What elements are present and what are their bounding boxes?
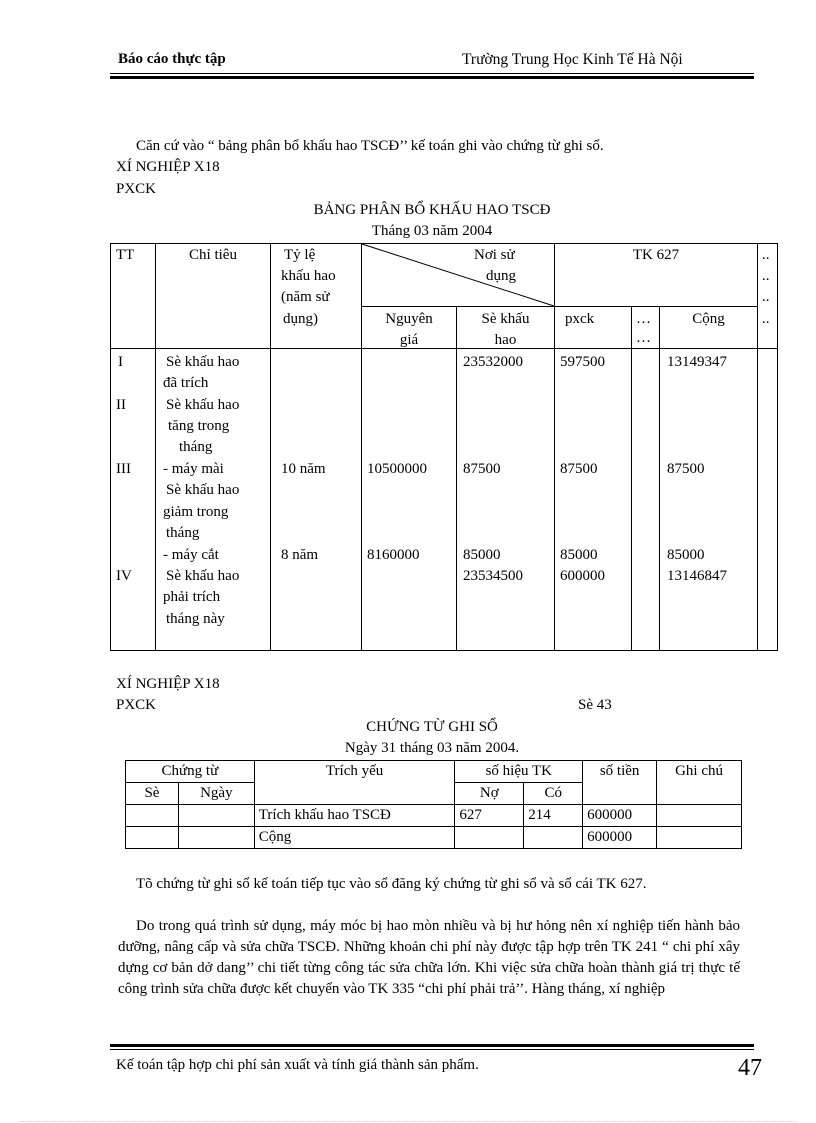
table1-header-tk627: TK 627 xyxy=(632,247,680,263)
table2-header-ngay: Ngày xyxy=(178,783,254,805)
document-number: Sè 43 xyxy=(578,697,612,713)
table1-header-cong: Cộng xyxy=(692,311,725,327)
table2-header-row-1 xyxy=(126,761,742,783)
table2-row1-co: 214 xyxy=(524,805,583,827)
table1-header-edge-2: .. xyxy=(762,268,770,284)
table2-header-chungtu: Chứng từ xyxy=(126,761,255,783)
table1-cong-row1: 13149347 xyxy=(667,354,727,370)
table1-tt-3: III xyxy=(116,461,131,477)
department-1: PXCK xyxy=(116,181,157,197)
table2-row2-co xyxy=(524,827,583,849)
table1-chitieu-line-10: - máy cắt xyxy=(163,547,219,563)
table1-chitieu-line-4: tăng trong xyxy=(168,418,230,434)
table1-header-edge-3: .. xyxy=(762,289,770,305)
table1-sokhauhao-maycat: 85000 xyxy=(463,547,501,563)
table1-header-tyle-3: (năm sử xyxy=(281,289,330,305)
table1-header-edge-4: .. xyxy=(762,311,770,327)
table1-subtitle: Tháng 03 năm 2004 xyxy=(371,223,493,239)
table1-pxck-maymai: 87500 xyxy=(560,461,598,477)
table1-tt-1: I xyxy=(118,354,123,370)
table1-header-sokhauhao-1: Sè khấu xyxy=(481,311,530,327)
table2-row2-no xyxy=(455,827,524,849)
table1-nguyengia-maycat: 8160000 xyxy=(367,547,420,563)
table1-tyle-maymai: 10 năm xyxy=(281,461,326,477)
department-2: PXCK xyxy=(116,697,157,713)
table1-sokhauhao-maymai: 87500 xyxy=(463,461,501,477)
table1-tt-4: IV xyxy=(116,568,132,584)
table1-header-pxck: pxck xyxy=(565,311,595,327)
table2-row1-trichyeu: Trích khấu hao TSCĐ xyxy=(254,805,455,827)
table1-chitieu-line-7: Sè khấu hao xyxy=(166,482,240,498)
table1-chitieu-line-13: tháng này xyxy=(166,611,225,627)
paragraph-2: Do trong quá trình sử dụng, máy móc bị hao mòn nhiều và bị hư hỏng nên xí nghiệp tiến hành bảo dưỡng, nâng cấp và sửa chữa TSCĐ. Những khoản chi phí này được tập hợp trên TK 241 “ chi phí xây dựng cơ bản dở dang’’ chi tiết từng công tác sửa chữa lớn. Khi việc sửa chữa hoàn thành giá trị thực tế công trình sửa chữa được kết chuyển vào TK 335 “chi phí phải trả’’. Hàng tháng, xí nghiệp xyxy=(118,918,740,997)
table1-header-tyle-1: Tỷ lệ xyxy=(284,247,316,263)
page-number: 47 xyxy=(738,1055,762,1081)
table1-header-dots-1: … xyxy=(636,311,651,327)
table1-pxck-maycat: 85000 xyxy=(560,547,598,563)
table1-cong-maymai: 87500 xyxy=(667,461,705,477)
table1-title: BẢNG PHÂN BỔ KHẤU HAO TSCĐ xyxy=(313,202,551,218)
table2-header-trichyeu: Trích yếu xyxy=(254,761,455,805)
table1-chitieu-line-5: tháng xyxy=(179,439,213,455)
table1-header-nguyengia-1: Nguyên xyxy=(385,311,433,327)
header-school-name: Trường Trung Học Kinh Tế Hà Nội xyxy=(462,51,683,68)
table1-chitieu-line-8: giảm trong xyxy=(163,504,229,520)
table1-header-tyle-4: dụng) xyxy=(283,311,318,327)
table-row xyxy=(126,827,742,849)
table1-tt-2: II xyxy=(116,397,126,413)
table1-nguyengia-maymai: 10500000 xyxy=(367,461,427,477)
table1-header-edge-1: .. xyxy=(762,247,770,263)
footer-text: Kế toán tập hợp chi phí sản xuất và tính giá thành sản phẩm. xyxy=(116,1057,479,1073)
intro-text: Căn cứ vào “ bảng phân bổ khấu hao TSCĐ’’ kế toán ghi vào chứng từ ghi sổ. xyxy=(136,138,604,154)
table1-header-tyle-2: khấu hao xyxy=(281,268,336,284)
table1-header-noisudung-2: dụng xyxy=(486,268,516,284)
table-row xyxy=(126,805,742,827)
table1-cong-row4: 13146847 xyxy=(667,568,727,584)
table2-header-sohieu: số hiệu TK xyxy=(455,761,583,783)
table2-date: Ngày 31 tháng 03 năm 2004. xyxy=(344,740,520,756)
page-bottom-dotted-edge xyxy=(20,1121,796,1122)
table1-tyle-maycat: 8 năm xyxy=(281,547,319,563)
table1-chitieu-line-12: phải trích xyxy=(163,589,221,605)
table1-chitieu-line-3: Sè khấu hao xyxy=(166,397,240,413)
table1-header-nguyengia-2: giá xyxy=(399,332,419,348)
table1-header-noisudung-1: Nơi sử xyxy=(474,247,515,263)
table2-header-no: Nợ xyxy=(455,783,524,805)
footer-rule-thin xyxy=(110,1049,754,1050)
table1-chitieu-line-1: Sè khấu hao xyxy=(166,354,240,370)
table2-header-co: Có xyxy=(524,783,583,805)
table1-pxck-row4: 600000 xyxy=(560,568,605,584)
table1-chitieu-line-11: Sè khấu hao xyxy=(166,568,240,584)
table1-header-dots-2: … xyxy=(636,330,651,346)
table2-title: CHỨNG TỪ GHI SỔ xyxy=(366,719,498,735)
header-report-title: Báo cáo thực tập xyxy=(118,51,226,67)
table2-header-sotien: số tiền xyxy=(583,761,657,805)
table1-cong-maycat: 85000 xyxy=(667,547,705,563)
table2-header-so: Sè xyxy=(126,783,179,805)
table2-row2-trichyeu: Cộng xyxy=(254,827,455,849)
table1-sokhauhao-row1: 23532000 xyxy=(463,354,523,370)
table1-sokhauhao-row4: 23534500 xyxy=(463,568,523,584)
table1-pxck-row1: 597500 xyxy=(560,354,605,370)
table1-chitieu-line-9: tháng xyxy=(166,525,200,541)
company-name-1: XÍ NGHIỆP X18 xyxy=(116,159,220,175)
table1-header-tt: TT xyxy=(116,247,135,263)
table1-chitieu-line-6: - máy mài xyxy=(163,461,224,477)
table2-row1-no: 627 xyxy=(455,805,524,827)
paragraph-1: Tõ chứng từ ghi sổ kế toán tiếp tục vào sổ đăng ký chứng từ ghi sổ và sổ cái TK 627. xyxy=(136,876,647,892)
table2-row2-sotien: 600000 xyxy=(583,827,657,849)
company-name-2: XÍ NGHIỆP X18 xyxy=(116,676,220,692)
table1-chitieu-line-2: đã trích xyxy=(163,375,209,391)
table2 xyxy=(125,760,742,849)
footer-rule-thick xyxy=(110,1044,754,1047)
table2-header-ghichu: Ghi chú xyxy=(657,761,742,805)
table2-row1-sotien: 600000 xyxy=(583,805,657,827)
table1-header-chitieu: Chỉ tiêu xyxy=(189,247,237,263)
table1-header-sokhauhao-2: hao xyxy=(494,332,517,348)
